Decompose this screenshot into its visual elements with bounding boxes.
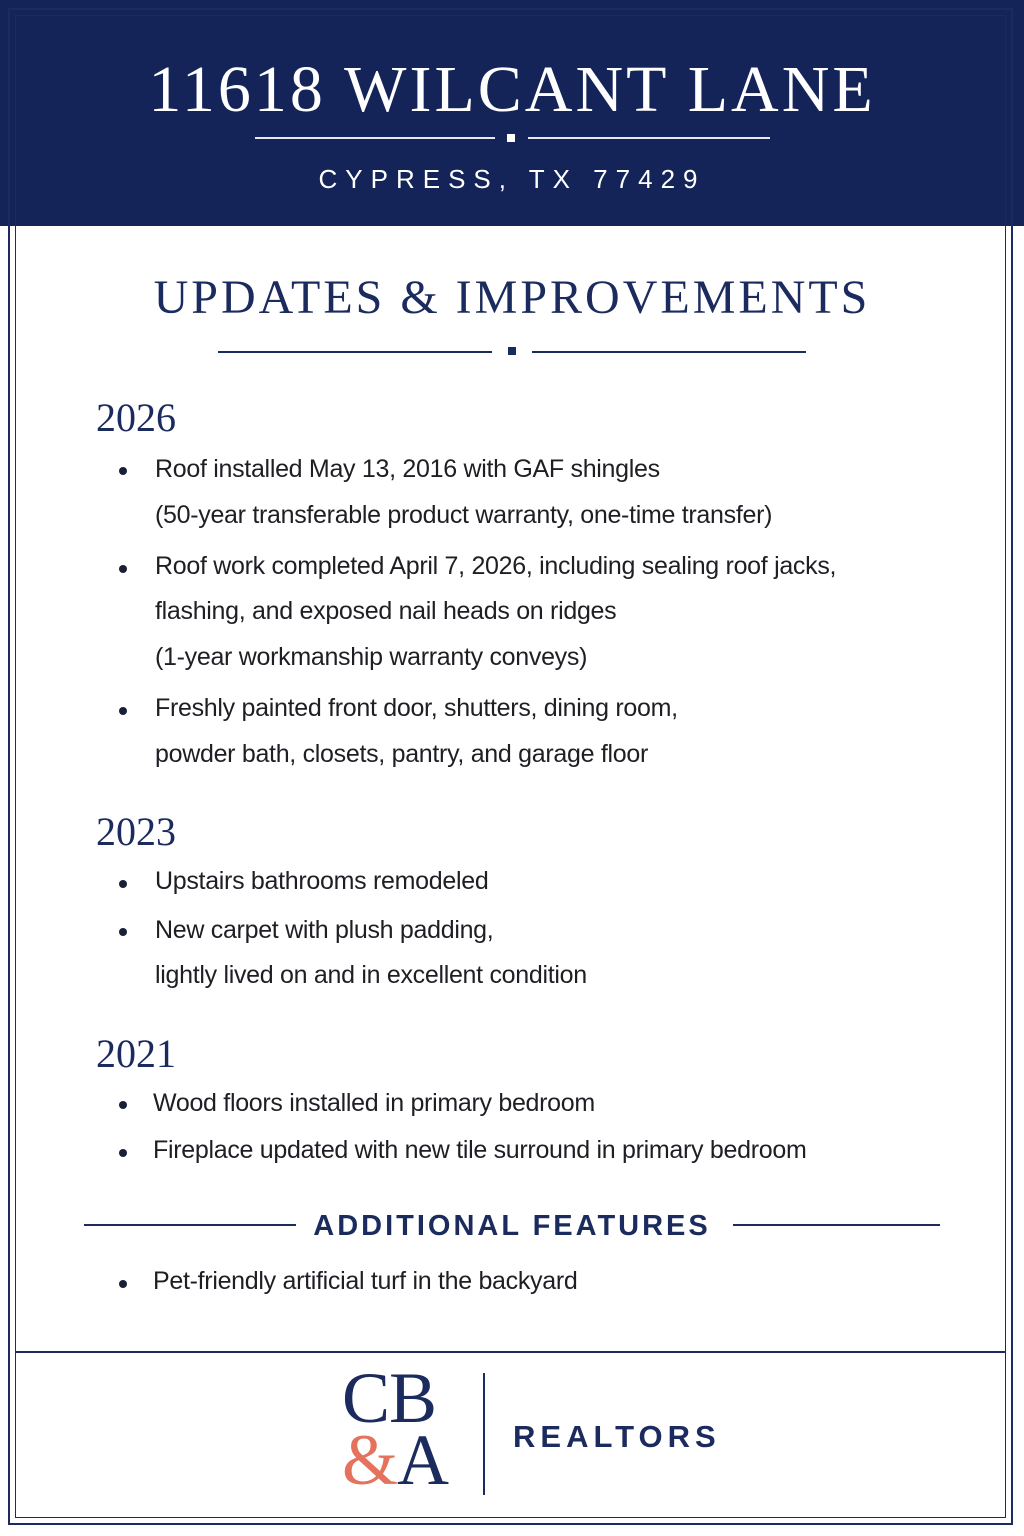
list-item-line: Wood floors installed in primary bedroom — [153, 1089, 595, 1117]
title-rule-left — [218, 351, 492, 353]
bullet-dot — [119, 467, 127, 475]
list-item-line: powder bath, closets, pantry, and garage floor — [155, 740, 648, 768]
bullet-dot — [119, 1101, 127, 1109]
bullet-dot — [119, 565, 127, 573]
bullet-dot — [119, 1149, 127, 1157]
year-heading-2023: 2023 — [96, 809, 176, 854]
year-heading-2026: 2026 — [96, 395, 176, 440]
section-title: UPDATES & IMPROVEMENTS — [153, 271, 871, 324]
list-item-line: Roof installed May 13, 2016 with GAF shingles — [155, 455, 660, 483]
list-item-line: lightly lived on and in excellent condition — [155, 961, 587, 989]
bullet-dot — [119, 707, 127, 715]
realtors-tagline: REALTORS — [513, 1419, 721, 1454]
list-item-line: Fireplace updated with new tile surround in primary bedroom — [153, 1136, 807, 1164]
features-rule-right — [733, 1224, 940, 1226]
list-item-line: flashing, and exposed nail heads on ridges — [155, 597, 617, 625]
list-item-line: (50-year transferable product warranty, one-time transfer) — [155, 501, 773, 529]
bullet-dot — [119, 880, 127, 888]
logo-a: A — [397, 1420, 449, 1500]
logo-cb: CB — [342, 1358, 437, 1438]
list-item-line: New carpet with plush padding, — [155, 916, 494, 944]
title-divider-square — [508, 347, 516, 355]
bullet-dot — [119, 928, 127, 936]
list-item-line: Freshly painted front door, shutters, dining room, — [155, 694, 678, 722]
footer-rule — [15, 1351, 1006, 1353]
bullet-dot — [119, 1280, 127, 1288]
property-address: 11618 WILCANT LANE — [148, 53, 876, 126]
logo-divider — [483, 1373, 485, 1495]
title-rule-right — [532, 351, 806, 353]
logo-ampersand: & — [342, 1420, 399, 1500]
list-item-line: Upstairs bathrooms remodeled — [155, 867, 489, 895]
list-item-line: (1-year workmanship warranty conveys) — [155, 643, 588, 671]
list-item-line: Pet-friendly artificial turf in the backyard — [153, 1267, 578, 1295]
additional-features-heading: ADDITIONAL FEATURES — [313, 1210, 711, 1242]
property-city: CYPRESS, TX 77429 — [318, 164, 706, 194]
year-heading-2021: 2021 — [96, 1031, 176, 1076]
list-item-line: Roof work completed April 7, 2026, including sealing roof jacks, — [155, 552, 837, 580]
